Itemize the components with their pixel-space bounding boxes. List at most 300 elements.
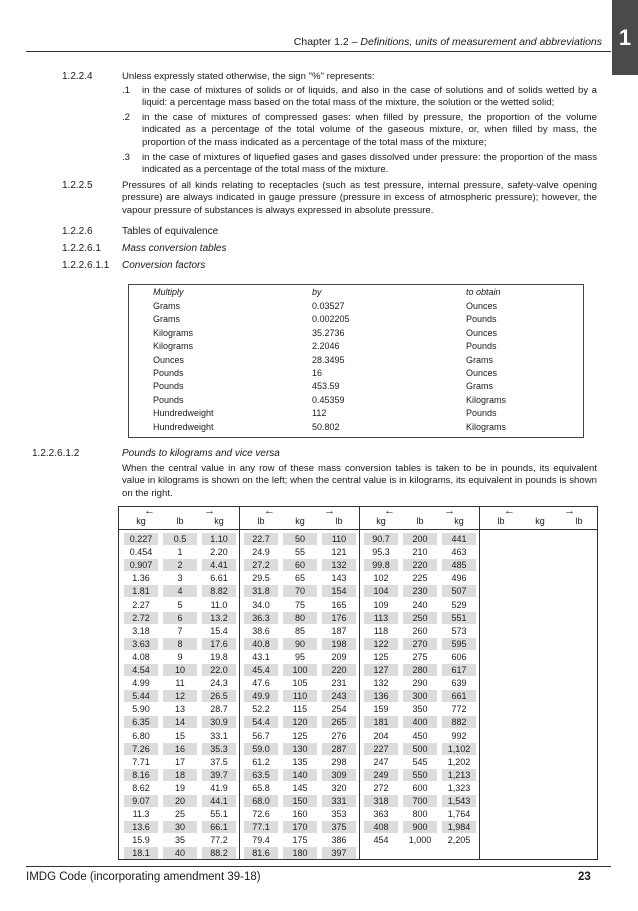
table-cell: 0.227 bbox=[124, 533, 158, 545]
table-cell: 375 bbox=[322, 821, 356, 833]
section-number-122611: 1.2.2.6.1.1 bbox=[62, 260, 110, 271]
table-cell: 88.2 bbox=[202, 847, 236, 859]
table-cell: 204 bbox=[373, 730, 389, 741]
table-cell: 6 bbox=[163, 612, 197, 624]
table-row bbox=[129, 408, 583, 421]
table-cell: 485 bbox=[442, 559, 476, 571]
header-divider bbox=[119, 529, 597, 530]
table-cell: 28.3495 bbox=[312, 354, 345, 365]
table-cell: 77.1 bbox=[244, 821, 278, 833]
arrow-left-icon: ← bbox=[504, 505, 515, 517]
table-cell: 17.6 bbox=[202, 638, 236, 650]
table-cell: 0.907 bbox=[124, 559, 158, 571]
table-cell: Grams bbox=[466, 354, 493, 365]
table-cell: 2.2046 bbox=[312, 341, 340, 352]
table-cell: 136 bbox=[364, 690, 398, 702]
column-header: kg bbox=[454, 516, 464, 526]
section-number-1224: 1.2.2.4 bbox=[62, 71, 93, 82]
table-cell: 30.9 bbox=[202, 716, 236, 728]
column-header: kg bbox=[214, 516, 224, 526]
table-cell: 59.0 bbox=[244, 743, 278, 755]
list-text: in the case of mixtures of liquefied gases and gases dissolved under pressure: the proportion of the mass indicated as a percentage of the total mass of the mixture. bbox=[142, 152, 597, 176]
table-cell: 2 bbox=[163, 559, 197, 571]
table-cell: 617 bbox=[442, 664, 476, 676]
table-cell: 320 bbox=[331, 782, 347, 793]
table-cell: 100 bbox=[283, 664, 317, 676]
table-cell: 260 bbox=[412, 625, 428, 636]
table-cell: Grams bbox=[153, 314, 180, 325]
table-cell: 3.18 bbox=[132, 625, 150, 636]
table-cell: 290 bbox=[412, 678, 428, 689]
list-marker: .1 bbox=[122, 85, 131, 96]
table-cell: 44.1 bbox=[202, 795, 236, 807]
table-cell: Pounds bbox=[153, 381, 184, 392]
table-cell: 120 bbox=[283, 716, 317, 728]
table-cell: 3 bbox=[177, 573, 183, 584]
mass-conversion-table bbox=[118, 506, 598, 860]
table-cell: 254 bbox=[331, 704, 347, 715]
table-cell: 37.5 bbox=[210, 756, 228, 767]
table-row bbox=[129, 341, 583, 354]
table-cell: 4.54 bbox=[124, 664, 158, 676]
table-cell: 1 bbox=[177, 547, 183, 558]
table-cell: 2.72 bbox=[124, 612, 158, 624]
table-cell: 34.0 bbox=[252, 599, 270, 610]
table-cell: 150 bbox=[283, 795, 317, 807]
list-text: in the case of mixtures of compressed gases: when filled by pressure, the proportion of the volume indicated as a percentage of the total volume of the gaseous mixture, or, when filled by mass, the proportion of the mass indicated as a percentage of the total mass of the mixture; bbox=[142, 112, 597, 148]
table-cell: 227 bbox=[364, 743, 398, 755]
table-cell: 0.03527 bbox=[312, 301, 345, 311]
table-cell: 1,202 bbox=[447, 756, 471, 767]
header-by: by bbox=[312, 287, 322, 297]
table-cell: Ounces bbox=[153, 354, 185, 365]
table-cell: 113 bbox=[364, 612, 398, 624]
column-divider bbox=[359, 507, 360, 859]
table-cell: 135 bbox=[292, 756, 308, 767]
column-header: lb bbox=[335, 516, 343, 526]
table-cell: Kilograms bbox=[153, 341, 194, 352]
table-cell: 3.63 bbox=[124, 638, 158, 650]
column-header: lb bbox=[176, 516, 184, 526]
table-cell: 40 bbox=[163, 847, 197, 859]
table-cell: 181 bbox=[364, 716, 398, 728]
table-cell: 19 bbox=[174, 782, 185, 793]
table-cell: 24.3 bbox=[210, 678, 228, 689]
table-cell: 220 bbox=[403, 559, 437, 571]
table-cell: 110 bbox=[283, 690, 317, 702]
table-cell: 1,323 bbox=[447, 782, 471, 793]
table-cell: 35.2736 bbox=[312, 327, 345, 338]
table-cell: 56.7 bbox=[252, 730, 270, 741]
chapter-header: Chapter 1.2 – Definitions, units of measurement and abbreviations bbox=[293, 36, 602, 48]
table-cell: 1.10 bbox=[202, 533, 236, 545]
arrow-right-icon: → bbox=[204, 505, 215, 517]
table-cell: 595 bbox=[442, 638, 476, 650]
table-cell: 16 bbox=[312, 368, 323, 378]
table-cell: 24.9 bbox=[252, 547, 270, 558]
list-marker: .2 bbox=[122, 112, 131, 123]
table-cell: 85 bbox=[294, 625, 305, 636]
table-cell: Hundredweight bbox=[153, 408, 214, 419]
table-cell: 50.802 bbox=[312, 421, 340, 432]
table-cell: 28.7 bbox=[210, 704, 228, 715]
table-cell: 210 bbox=[412, 547, 428, 558]
column-divider bbox=[479, 507, 480, 859]
table-cell: 231 bbox=[331, 678, 347, 689]
table-cell: 1,102 bbox=[442, 743, 476, 755]
table-cell: 386 bbox=[331, 835, 347, 846]
table-cell: 450 bbox=[412, 730, 428, 741]
table-row bbox=[129, 355, 583, 368]
list-item bbox=[122, 112, 597, 149]
table-cell: 4 bbox=[163, 585, 197, 597]
table-cell bbox=[364, 847, 398, 859]
section-number-12261: 1.2.2.6.1 bbox=[62, 243, 101, 254]
column-header: lb bbox=[575, 516, 583, 526]
table-cell: 68.0 bbox=[244, 795, 278, 807]
table-cell: 243 bbox=[322, 690, 356, 702]
table-cell: 250 bbox=[403, 612, 437, 624]
table-cell: 99.8 bbox=[364, 559, 398, 571]
table-cell: 175 bbox=[292, 835, 308, 846]
table-cell: 65.8 bbox=[252, 782, 270, 793]
table-cell: 61.2 bbox=[252, 756, 270, 767]
table-cell: 507 bbox=[442, 585, 476, 597]
table-cell: 8.16 bbox=[124, 769, 158, 781]
table-cell: 95.3 bbox=[372, 547, 390, 558]
table-cell: 14 bbox=[163, 716, 197, 728]
table-cell: 639 bbox=[451, 678, 467, 689]
table-cell: 10 bbox=[163, 664, 197, 676]
table-cell: 11 bbox=[175, 678, 185, 689]
table-cell: 115 bbox=[292, 704, 308, 715]
table-cell: 13 bbox=[174, 704, 185, 715]
table-cell: Kilograms bbox=[153, 327, 194, 338]
table-cell: 551 bbox=[442, 612, 476, 624]
table-cell: 27.2 bbox=[244, 559, 278, 571]
table-cell: 187 bbox=[331, 625, 347, 636]
table-cell: 55 bbox=[294, 547, 305, 558]
table-cell: 118 bbox=[373, 625, 389, 636]
table-cell: 55.1 bbox=[210, 809, 228, 820]
table-cell: 496 bbox=[451, 573, 467, 584]
table-row bbox=[129, 314, 583, 327]
table-cell: 33.1 bbox=[210, 730, 228, 741]
table-cell: 1,000 bbox=[408, 835, 432, 846]
table-cell: 122 bbox=[364, 638, 398, 650]
table-cell: Ounces bbox=[466, 368, 498, 378]
table-cell: Ounces bbox=[466, 327, 498, 338]
table-cell: 125 bbox=[373, 651, 389, 662]
table-cell: 140 bbox=[283, 769, 317, 781]
table-cell: 9 bbox=[177, 651, 183, 662]
table-cell: 31.8 bbox=[244, 585, 278, 597]
section-122611-title: Conversion factors bbox=[122, 260, 206, 271]
table-cell: 363 bbox=[373, 809, 389, 820]
table-row bbox=[129, 368, 583, 381]
table-cell: 2.20 bbox=[210, 547, 228, 558]
table-cell: 6.80 bbox=[132, 730, 150, 741]
table-cell: 463 bbox=[451, 547, 467, 558]
table-cell: 318 bbox=[364, 795, 398, 807]
conversion-factors-table bbox=[128, 284, 584, 438]
table-cell: 80 bbox=[283, 612, 317, 624]
table-cell: 72.6 bbox=[252, 809, 270, 820]
table-cell: 7.71 bbox=[132, 756, 150, 767]
table-cell: Kilograms bbox=[466, 421, 507, 432]
table-cell: Grams bbox=[153, 301, 180, 311]
chapter-title: Definitions, units of measurement and abbreviations bbox=[360, 36, 602, 48]
section-1226-title: Tables of equivalence bbox=[122, 226, 219, 237]
table-cell: 15 bbox=[174, 730, 185, 741]
table-cell: 550 bbox=[403, 769, 437, 781]
table-cell: 8.62 bbox=[132, 782, 150, 793]
table-cell: 397 bbox=[322, 847, 356, 859]
table-cell: 15.9 bbox=[132, 835, 150, 846]
table-header-row bbox=[129, 287, 583, 300]
table-cell: 105 bbox=[292, 678, 308, 689]
table-row bbox=[129, 395, 583, 408]
arrow-right-icon: → bbox=[564, 505, 575, 517]
table-cell: 800 bbox=[412, 809, 428, 820]
table-cell: 7.26 bbox=[124, 743, 158, 755]
table-cell: 26.5 bbox=[202, 690, 236, 702]
table-cell: 63.5 bbox=[244, 769, 278, 781]
table-cell: 110 bbox=[322, 533, 356, 545]
table-cell: 7 bbox=[177, 625, 183, 636]
header-rule bbox=[26, 51, 611, 52]
table-cell: 39.7 bbox=[202, 769, 236, 781]
table-cell: 132 bbox=[322, 559, 356, 571]
table-cell: 165 bbox=[331, 599, 347, 610]
table-cell: 159 bbox=[373, 704, 389, 715]
table-cell: 0.454 bbox=[129, 547, 153, 558]
table-cell: 4.99 bbox=[132, 678, 150, 689]
table-cell: 176 bbox=[322, 612, 356, 624]
table-cell: 18 bbox=[163, 769, 197, 781]
table-cell: 15.4 bbox=[210, 625, 228, 636]
table-cell: 9.07 bbox=[124, 795, 158, 807]
table-row bbox=[129, 301, 583, 314]
table-cell: 90.7 bbox=[364, 533, 398, 545]
table-cell: 11.3 bbox=[132, 809, 150, 820]
table-cell: 13.6 bbox=[124, 821, 158, 833]
table-cell: 453.59 bbox=[312, 381, 340, 392]
header-multiply: Multiply bbox=[153, 287, 184, 297]
table-cell: 121 bbox=[331, 547, 347, 558]
list-item bbox=[122, 85, 597, 110]
table-cell: 22.7 bbox=[244, 533, 278, 545]
column-header: lb bbox=[416, 516, 424, 526]
table-cell: 287 bbox=[322, 743, 356, 755]
table-cell: Hundredweight bbox=[153, 421, 214, 432]
table-cell: 1,543 bbox=[442, 795, 476, 807]
table-cell: 154 bbox=[322, 585, 356, 597]
page-number: 23 bbox=[578, 871, 591, 883]
table-cell: 0.5 bbox=[163, 533, 197, 545]
table-cell: 104 bbox=[364, 585, 398, 597]
table-cell: Ounces bbox=[466, 301, 498, 311]
table-cell: 265 bbox=[322, 716, 356, 728]
section-number-122612: 1.2.2.6.1.2 bbox=[32, 448, 80, 459]
table-cell: 225 bbox=[412, 573, 428, 584]
table-row bbox=[129, 381, 583, 394]
table-row bbox=[129, 328, 583, 341]
table-cell: 5 bbox=[177, 599, 183, 610]
table-cell: 280 bbox=[403, 664, 437, 676]
footer-rule bbox=[26, 866, 611, 867]
table-cell: 5.90 bbox=[132, 704, 150, 715]
table-cell: 529 bbox=[451, 599, 467, 610]
table-cell: 408 bbox=[364, 821, 398, 833]
table-cell: 220 bbox=[322, 664, 356, 676]
table-cell: 18.1 bbox=[124, 847, 158, 859]
section-1224-intro: Unless expressly stated otherwise, the sign "%" represents: bbox=[122, 71, 375, 82]
column-divider bbox=[239, 507, 240, 859]
table-cell: 2,205 bbox=[447, 835, 471, 846]
table-cell: 200 bbox=[403, 533, 437, 545]
table-cell: 1,213 bbox=[442, 769, 476, 781]
table-cell: 247 bbox=[373, 756, 389, 767]
arrow-left-icon: ← bbox=[384, 505, 395, 517]
table-cell bbox=[442, 847, 476, 859]
table-cell: Pounds bbox=[153, 368, 184, 378]
header-obtain: to obtain bbox=[466, 287, 501, 297]
list-text: in the case of mixtures of solids or of liquids, and also in the case of solutions and of solids wetted by a liquid: a percentage mass based on the total mass of the mixture, the solution or the wetted solid; bbox=[142, 85, 597, 109]
table-cell: 50 bbox=[283, 533, 317, 545]
arrow-left-icon: ← bbox=[144, 505, 155, 517]
table-cell: 272 bbox=[373, 782, 389, 793]
table-cell: 49.9 bbox=[244, 690, 278, 702]
table-cell: 75 bbox=[294, 599, 305, 610]
table-cell: 270 bbox=[403, 638, 437, 650]
table-cell: 2.27 bbox=[132, 599, 150, 610]
table-cell: 573 bbox=[451, 625, 467, 636]
table-cell: 500 bbox=[403, 743, 437, 755]
table-cell: Pounds bbox=[466, 314, 497, 325]
table-cell: 992 bbox=[451, 730, 467, 741]
table-cell: 180 bbox=[283, 847, 317, 859]
table-cell: 20 bbox=[163, 795, 197, 807]
table-cell: 25 bbox=[174, 809, 185, 820]
table-cell: 606 bbox=[451, 651, 467, 662]
table-cell: 230 bbox=[403, 585, 437, 597]
section-1225-text: Pressures of all kinds relating to receptacles (such as test pressure, internal pressure, safety-valve opening pressure) are always indicated in gauge pressure (pressure in excess of atmospheric pressure); however, the vapour pressure of substances is always expressed in absolute pressure. bbox=[122, 180, 597, 216]
table-cell: 331 bbox=[322, 795, 356, 807]
arrow-left-icon: ← bbox=[264, 505, 275, 517]
table-cell: 8 bbox=[163, 638, 197, 650]
table-cell: 454 bbox=[373, 835, 389, 846]
footer-code: IMDG Code (incorporating amendment 39-18) bbox=[26, 871, 261, 883]
table-cell: 900 bbox=[403, 821, 437, 833]
column-header: kg bbox=[295, 516, 305, 526]
table-cell: 54.4 bbox=[244, 716, 278, 728]
column-header: kg bbox=[376, 516, 386, 526]
table-cell: 700 bbox=[403, 795, 437, 807]
table-cell: 0.45359 bbox=[312, 394, 345, 405]
section-number-1225: 1.2.2.5 bbox=[62, 180, 93, 191]
column-header: kg bbox=[535, 516, 545, 526]
column-header: kg bbox=[136, 516, 146, 526]
column-header: lb bbox=[497, 516, 505, 526]
table-cell: 109 bbox=[373, 599, 389, 610]
table-cell: 1,984 bbox=[442, 821, 476, 833]
table-cell: 17 bbox=[174, 756, 185, 767]
table-cell: 545 bbox=[412, 756, 428, 767]
table-cell: 400 bbox=[403, 716, 437, 728]
table-cell: 441 bbox=[442, 533, 476, 545]
table-cell: 298 bbox=[331, 756, 347, 767]
table-cell: 198 bbox=[322, 638, 356, 650]
table-cell: 6.61 bbox=[210, 573, 228, 584]
table-cell: Pounds bbox=[153, 394, 184, 405]
table-cell: 45.4 bbox=[244, 664, 278, 676]
table-cell: 102 bbox=[373, 573, 389, 584]
section-number-1226: 1.2.2.6 bbox=[62, 226, 93, 237]
table-cell: 95 bbox=[294, 651, 305, 662]
table-cell: 160 bbox=[292, 809, 308, 820]
table-cell: 130 bbox=[283, 743, 317, 755]
table-cell: 41.9 bbox=[210, 782, 228, 793]
arrow-right-icon: → bbox=[444, 505, 455, 517]
table-cell: 882 bbox=[442, 716, 476, 728]
table-cell: 240 bbox=[412, 599, 428, 610]
table-cell: 112 bbox=[312, 408, 327, 419]
table-cell: 47.6 bbox=[252, 678, 270, 689]
table-cell: 4.41 bbox=[202, 559, 236, 571]
table-cell: 79.4 bbox=[252, 835, 270, 846]
table-cell: 209 bbox=[331, 651, 347, 662]
table-cell: 43.1 bbox=[252, 651, 270, 662]
table-cell: 5.44 bbox=[124, 690, 158, 702]
table-cell: 65 bbox=[294, 573, 305, 584]
table-cell: 38.6 bbox=[252, 625, 270, 636]
table-cell: 143 bbox=[331, 573, 347, 584]
table-cell: 19.8 bbox=[210, 651, 228, 662]
table-cell: 6.35 bbox=[124, 716, 158, 728]
table-cell: 13.2 bbox=[202, 612, 236, 624]
table-cell: 4.08 bbox=[132, 651, 150, 662]
table-cell: 8.82 bbox=[202, 585, 236, 597]
table-cell: 30 bbox=[163, 821, 197, 833]
list-marker: .3 bbox=[122, 152, 131, 163]
table-cell: 52.2 bbox=[252, 704, 270, 715]
table-cell: 600 bbox=[412, 782, 428, 793]
table-cell: 77.2 bbox=[210, 835, 228, 846]
table-cell: 276 bbox=[331, 730, 347, 741]
table-cell: 60 bbox=[283, 559, 317, 571]
table-cell: 350 bbox=[412, 704, 428, 715]
table-cell: 35.3 bbox=[202, 743, 236, 755]
table-cell: 309 bbox=[322, 769, 356, 781]
table-cell bbox=[403, 847, 437, 859]
table-row bbox=[129, 422, 583, 435]
table-cell: 275 bbox=[412, 651, 428, 662]
table-cell: 36.3 bbox=[244, 612, 278, 624]
table-cell: 11.0 bbox=[210, 599, 228, 610]
section-122612-title: Pounds to kilograms and vice versa bbox=[122, 448, 280, 459]
chapter-label: Chapter 1.2 bbox=[293, 36, 349, 48]
table-cell: 353 bbox=[331, 809, 347, 820]
table-cell: 1.81 bbox=[124, 585, 158, 597]
table-cell: 81.6 bbox=[244, 847, 278, 859]
table-cell: 35 bbox=[174, 835, 185, 846]
list-item bbox=[122, 152, 597, 177]
section-12261-title: Mass conversion tables bbox=[122, 243, 227, 254]
chapter-tab: 1 bbox=[612, 0, 638, 75]
table-cell: Grams bbox=[466, 381, 493, 392]
table-cell: 0.002205 bbox=[312, 314, 350, 325]
